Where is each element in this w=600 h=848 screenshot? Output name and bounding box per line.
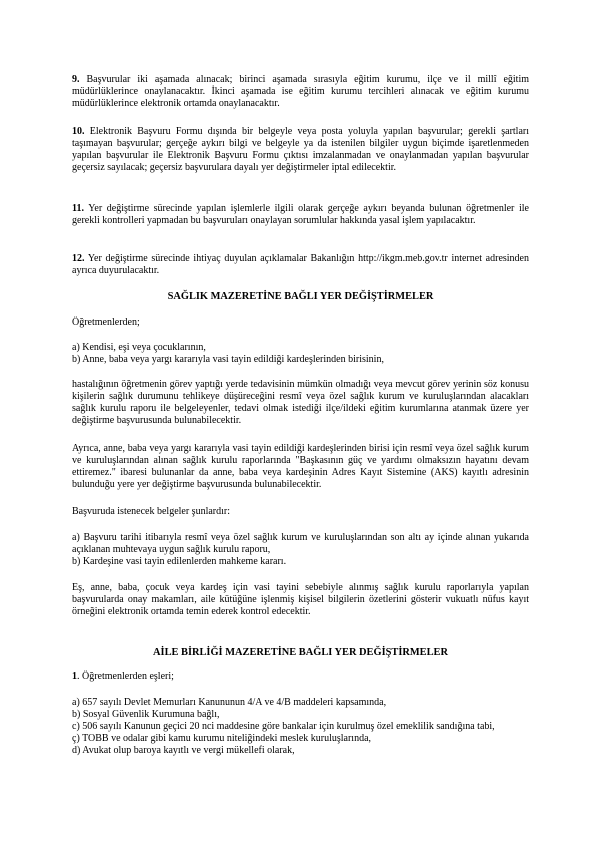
- item-9: [72, 74, 529, 110]
- item-text: Başvurular iki aşamada alınacak; birinci aşamada sırasıyla eğitim kurumu, ilçe ve il millî eğitim müdürlüklerince onaylanacaktır. İkinci aşamada ise eğitim kurumu tercihleri alınacak ve eğitim kurumu müdürlüklerince elektronik ortamda onaylanacaktır.: [72, 74, 529, 109]
- item-text: Yer değiştirme sürecinde yapılan işlemlerle ilgili olarak gerçeğe aykırı beyanda bulunan öğretmenler ile gerekli kontrolleri yapmadan bu başvuruları onaylayan sorumlular hakkında yasal işlem yapılacaktır.: [72, 203, 529, 226]
- item-text: . Öğretmenlerden eşleri;: [77, 671, 174, 682]
- health-list: [72, 342, 529, 366]
- item-number: 10.: [72, 126, 85, 137]
- health-intro: Öğretmenlerden;: [72, 317, 140, 328]
- list-item: a) Başvuru tarihi itibarıyla resmî veya özel sağlık kurum ve kuruluşlarından son altı ay içinde alınan yukarıda açıklanan muhtevaya uygun sağlık kurulu raporu,: [72, 532, 529, 555]
- item-number: 11.: [72, 203, 84, 214]
- health-para-1: hastalığının öğretmenin görev yaptığı yerde tedavisinin mümkün olmadığı veya mevcut görev yerinin söz konusu kişilerin sağlık durumunu tehlikeye düşüreceğini resmî veya özel sağlık kurum ve kuruluşlarından alacakları sağlık kurulu raporu ile belgeleyenler, tedavi olmak istediği ilçe/ildeki eğitim kurumlarına atanmak üzere yer değiştirme başvurusunda bulunabilecektir.: [72, 379, 529, 426]
- list-item: d) Avukat olup baroya kayıtlı ve vergi mükellefi olarak,: [72, 745, 295, 756]
- list-item: c) 506 sayılı Kanunun geçici 20 nci maddesine göre bankalar için kurulmuş özel emeklilik sandığına tabi,: [72, 721, 495, 732]
- list-item: ç) TOBB ve odalar gibi kamu kurumu niteliğindeki meslek kuruluşlarında,: [72, 733, 372, 744]
- item-11: [72, 203, 529, 227]
- item-number: 9.: [72, 74, 80, 85]
- item-10: [72, 126, 529, 174]
- item-text: Elektronik Başvuru Formu dışında bir belgeyle veya posta yoluyla yapılan başvurular; gerekli şartları taşımayan başvurular; gerçeğe aykırı bilgi ve belgeyle ya da istenilen bilgiler uygun biçimde işaretlenmeden yapılan başvurular ile Elektronik Başvuru Formu çıktısı imzalanmadan ve onaylanmadan yapılan başvurular geçersiz sayılacak; geçersiz başvurulara dayalı yer değiştirmeler iptal edilecektir.: [72, 126, 530, 173]
- item-number: 12.: [72, 253, 85, 264]
- list-item: b) Sosyal Güvenlik Kurumuna bağlı,: [72, 709, 220, 720]
- documents-intro: Başvuruda istenecek belgeler şunlardır:: [72, 506, 230, 517]
- list-item: b) Anne, baba veya yargı kararıyla vasi tayin edildiği kardeşlerinden birisinin,: [72, 354, 384, 365]
- health-para-3: Eş, anne, baba, çocuk veya kardeş için vasi tayini sebebiyle alınmış sağlık kurulu raporlarıyla yapılan başvurularda onay makamları, aile kütüğüne işlenmiş kişisel bilgilerin özetlerini gösterir vukuatlı nüfus kayıt örneğini elektronik ortamda temin ederek kontrol edecektir.: [72, 582, 529, 617]
- item-text: Yer değiştirme sürecinde ihtiyaç duyulan açıklamalar Bakanlığın http://ikgm.meb.gov.tr internet adresinden ayrıca duyurulacaktır.: [72, 253, 529, 276]
- list-item: b) Kardeşine vasi tayin edilenlerden mahkeme kararı.: [72, 556, 287, 567]
- health-para-2: Ayrıca, anne, baba veya yargı kararıyla vasi tayin edildiği kardeşlerinden birisi için resmî veya özel sağlık kurum ve kuruluşlarından alınan sağlık kurulu raporlarında "Başkasının güç ve yardımı olmaksızın hayatını devam ettiremez." ibaresi bulunanlar da anne, baba veya kardeşinin Adres Kayıt Sistemine (AKS) kayıtlı adresinin bulunduğu yere yer değiştirme başvurusunda bulunabilecektir.: [72, 443, 529, 490]
- family-intro: [72, 671, 529, 683]
- documents-list: [72, 532, 529, 568]
- family-list: [72, 697, 529, 757]
- section-heading-health: SAĞLIK MAZERETİNE BAĞLI YER DEĞİŞTİRMELER: [167, 291, 434, 302]
- section-heading-family: AİLE BİRLİĞİ MAZERETİNE BAĞLI YER DEĞİŞTİRMELER: [153, 647, 448, 658]
- item-12: [72, 253, 529, 277]
- list-item: a) 657 sayılı Devlet Memurları Kanununun 4/A ve 4/B maddeleri kapsamında,: [72, 697, 387, 708]
- list-item: a) Kendisi, eşi veya çocuklarının,: [72, 342, 206, 353]
- item-number: 1: [72, 671, 77, 682]
